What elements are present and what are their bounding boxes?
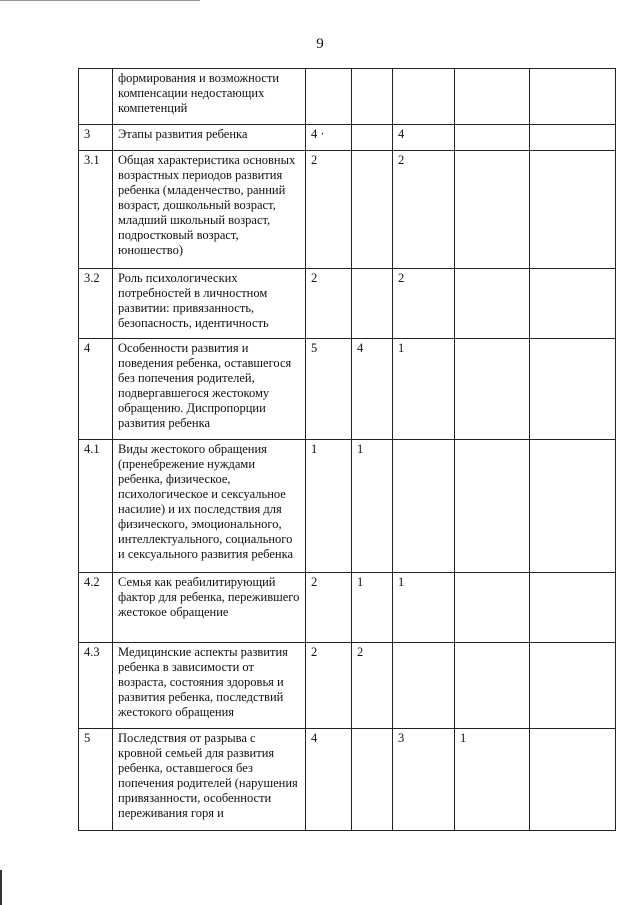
hours-total: 2 [306,151,352,269]
hours-col-3 [393,440,455,573]
hours-col-3: 2 [393,151,455,269]
hours-col-4 [455,269,530,339]
hours-col-2 [352,729,393,831]
hours-total: 5 [306,339,352,440]
hours-col-2: 1 [352,440,393,573]
table-row [79,269,616,339]
hours-col-3: 1 [393,573,455,643]
hours-col-4 [455,339,530,440]
hours-col-5 [530,125,616,151]
hours-col-2: 1 [352,573,393,643]
page-number: 9 [316,36,324,52]
section-number: 4.1 [79,440,113,573]
hours-total: 2 [306,643,352,729]
section-number: 3 [79,125,113,151]
hours-col-5 [530,69,616,125]
hours-col-3: 4 [393,125,455,151]
hours-col-4 [455,643,530,729]
hours-total [306,69,352,125]
hours-total: 4 · [306,125,352,151]
hours-total: 4 [306,729,352,831]
section-title: Семья как реабилитирующий фактор для ребенка, пережившего жестокое обращение [113,573,306,643]
table-row [79,151,616,269]
section-title: Особенности развития и поведения ребенка, оставшегося без попечения родителей, подвергавшегося жестокому обращению. Диспропорции развития ребенка [113,339,306,440]
top-rule [0,0,200,1]
section-number: 4.2 [79,573,113,643]
hours-col-3 [393,69,455,125]
hours-col-5 [530,440,616,573]
hours-col-4 [455,151,530,269]
table-row [79,440,616,573]
hours-total: 2 [306,573,352,643]
table-row [79,125,616,151]
hours-col-2 [352,151,393,269]
section-title: Последствия от разрыва с кровной семьей для развития ребенка, оставшегося без попечения родителей (нарушения привязанности, особенности переживания горя и [113,729,306,831]
section-number: 4.3 [79,643,113,729]
hours-col-5 [530,643,616,729]
section-number: 3.2 [79,269,113,339]
hours-col-2: 2 [352,643,393,729]
hours-col-2 [352,125,393,151]
hours-total: 1 [306,440,352,573]
hours-col-5 [530,729,616,831]
hours-col-3: 2 [393,269,455,339]
scan-edge-mark [0,870,2,905]
section-number [79,69,113,125]
table-row [79,643,616,729]
hours-col-4 [455,125,530,151]
hours-col-2: 4 [352,339,393,440]
hours-col-4: 1 [455,729,530,831]
hours-col-4 [455,69,530,125]
section-title: Общая характеристика основных возрастных периодов развития ребенка (младенчество, ранний возраст, дошкольный возраст, младший школьный возраст, подростковый возраст, юношество) [113,151,306,269]
table-row [79,339,616,440]
section-title: Медицинские аспекты развития ребенка в зависимости от возраста, состояния здоровья и развития ребенка, последствий жестокого обращения [113,643,306,729]
section-title: Этапы развития ребенка [113,125,306,151]
hours-col-2 [352,269,393,339]
hours-col-5 [530,573,616,643]
section-title: Роль психологических потребностей в личностном развитии: привязанность, безопасность, идентичность [113,269,306,339]
table-row [79,69,616,125]
section-number: 3.1 [79,151,113,269]
hours-col-3: 1 [393,339,455,440]
hours-col-5 [530,339,616,440]
hours-col-5 [530,151,616,269]
section-title: Виды жестокого обращения (пренебрежение нуждами ребенка, физическое, психологическое и сексуальное насилие) и их последствия для физического, эмоционального, интеллектуального, социального и сексуального развития ребенка [113,440,306,573]
section-number: 4 [79,339,113,440]
hours-col-3: 3 [393,729,455,831]
table-row [79,573,616,643]
hours-col-4 [455,440,530,573]
hours-col-3 [393,643,455,729]
curriculum-table [78,68,616,831]
hours-col-4 [455,573,530,643]
table-row [79,729,616,831]
hours-col-5 [530,269,616,339]
hours-col-2 [352,69,393,125]
section-title: формирования и возможности компенсации недостающих компетенций [113,69,306,125]
section-number: 5 [79,729,113,831]
hours-total: 2 [306,269,352,339]
